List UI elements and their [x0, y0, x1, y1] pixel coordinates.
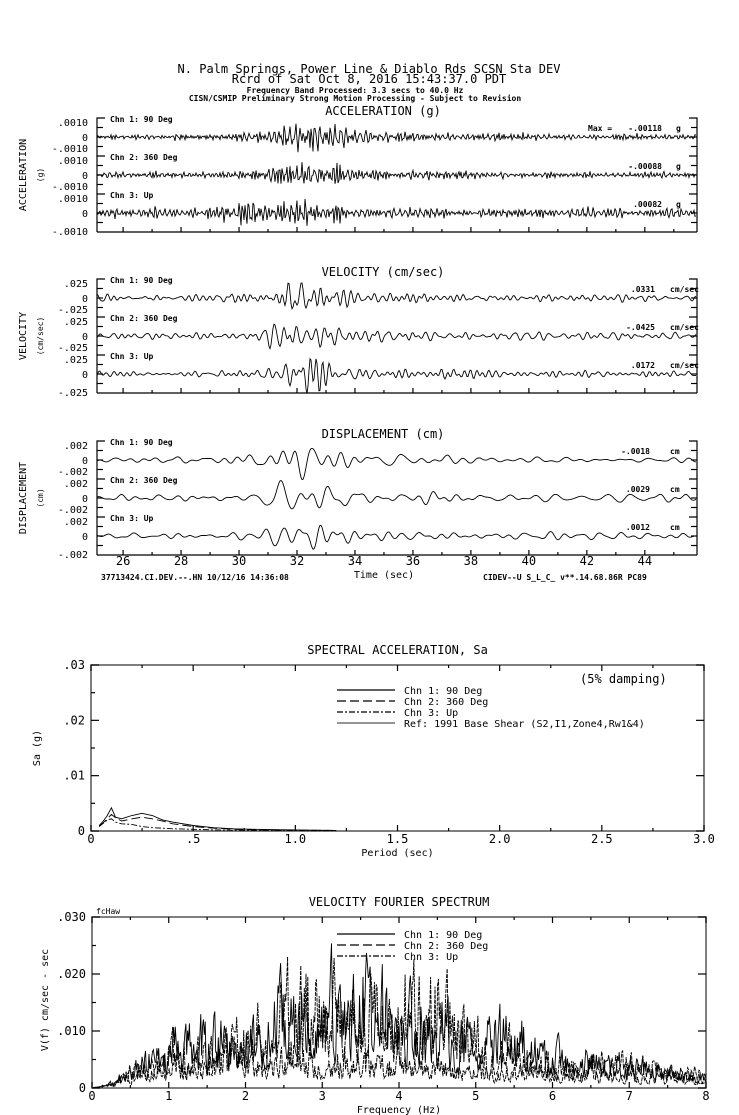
y-tick-label: 0: [81, 332, 88, 343]
y-tick-label: -.0010: [51, 227, 88, 238]
x-tick-label: 3: [318, 1089, 326, 1103]
series-line: [99, 819, 336, 831]
damping-note: (5% damping): [580, 672, 667, 686]
panel-ylabel: VELOCITY: [18, 311, 29, 361]
y-tick-label: .002: [63, 441, 88, 452]
x-tick-label: 8: [702, 1089, 710, 1103]
channel-max-value: -.00088: [628, 162, 662, 171]
max-prefix: Max =: [588, 124, 613, 133]
velocity-fourier-spectrum-plot: [40, 895, 710, 1115]
y-tick-label: .0010: [57, 156, 88, 167]
y-tick-label: .020: [57, 967, 86, 981]
panel-ylabel: DISPLACEMENT: [18, 461, 29, 535]
legend-label: Chn 2: 360 Deg: [404, 697, 489, 708]
x-tick-label: 7: [625, 1089, 633, 1103]
corner-label: fcHaw: [96, 907, 121, 916]
y-tick-label: .01: [63, 768, 85, 783]
time-history-panel-1: [18, 104, 697, 238]
channel-label: Chn 2: 360 Deg: [110, 314, 178, 323]
channel-max-value: .0331: [630, 285, 655, 294]
y-tick-label: .025: [63, 355, 88, 366]
series-line: [99, 808, 336, 831]
channel-trace-2: [58, 476, 697, 517]
x-tick-label: 3.0: [693, 832, 715, 846]
y-tick-label: 0: [81, 294, 88, 305]
time-history-panel-3: [18, 427, 697, 561]
x-tick-label: 40: [521, 554, 537, 568]
channel-label: Chn 2: 360 Deg: [110, 476, 178, 485]
channel-trace-1: [58, 276, 699, 317]
channel-label: Chn 3: Up: [110, 514, 154, 523]
y-tick-label: 0: [81, 133, 88, 144]
y-tick-label: -.002: [57, 467, 88, 478]
y-tick-label: -.025: [57, 388, 88, 399]
plot-frame: [91, 665, 704, 831]
panel-title: VELOCITY (cm/sec): [321, 265, 445, 279]
y-tick-label: .0010: [57, 194, 88, 205]
panel-title: ACCELERATION (g): [325, 104, 441, 118]
y-tick-label: 0: [81, 494, 88, 505]
waveform-line: [97, 162, 696, 184]
channel-max-unit: g: [676, 200, 681, 209]
x-tick-label: 6: [548, 1089, 557, 1103]
plot-title: SPECTRAL ACCELERATION, Sa: [307, 643, 488, 657]
legend-label: Chn 1: 90 Deg: [404, 930, 483, 941]
y-tick-label: -.0010: [51, 144, 88, 155]
channel-label: Chn 1: 90 Deg: [110, 115, 173, 124]
legend-label: Ref: 1991 Base Shear (S2,I1,Zone4,Rw1&4): [404, 719, 645, 730]
x-tick-label: 1.0: [284, 832, 307, 846]
y-tick-label: -.002: [57, 505, 88, 516]
channel-label: Chn 3: Up: [110, 352, 154, 361]
header-band: Frequency Band Processed: 3.3 secs to 40.0 Hz: [246, 86, 464, 95]
x-tick-label: 1: [165, 1089, 173, 1103]
panel-ylabel: ACCELERATION: [18, 138, 29, 212]
y-tick-label: .030: [57, 910, 86, 924]
channel-trace-3: [58, 514, 697, 561]
waveform-line: [97, 199, 696, 226]
x-tick-label: 38: [463, 554, 479, 568]
y-tick-label: 0: [77, 824, 85, 838]
y-tick-label: 0: [78, 1081, 86, 1095]
x-tick-label: 44: [637, 554, 653, 568]
x-tick-label: 32: [289, 554, 305, 568]
waveform-line: [97, 359, 696, 394]
channel-max-unit: cm: [670, 485, 680, 494]
channel-trace-2: [52, 153, 697, 194]
header-disclaimer: CISN/CSMIP Preliminary Strong Motion Processing - Subject to Revision: [188, 94, 522, 103]
x-axis-label: Frequency (Hz): [356, 1105, 442, 1115]
legend-label: Chn 3: Up: [404, 952, 459, 963]
y-tick-label: 0: [81, 532, 88, 543]
channel-max-unit: cm: [670, 523, 680, 532]
channel-label: Chn 1: 90 Deg: [110, 276, 173, 285]
waveform-line: [97, 324, 696, 348]
channel-max-unit: cm/sec: [670, 361, 699, 370]
x-tick-label: 2: [241, 1089, 250, 1103]
legend-label: Chn 1: 90 Deg: [404, 686, 483, 697]
y-tick-label: .002: [63, 517, 88, 528]
panel-yunit: (cm/sec): [36, 316, 45, 356]
panel-yunit: (cm): [36, 488, 45, 508]
y-tick-label: 0: [81, 209, 88, 220]
x-tick-label: 34: [347, 554, 363, 568]
channel-label: Chn 2: 360 Deg: [110, 153, 178, 162]
y-tick-label: 0: [81, 456, 88, 467]
channel-max-unit: cm/sec: [670, 285, 699, 294]
panel-title: DISPLACEMENT (cm): [321, 427, 445, 441]
x-tick-label: 4: [395, 1089, 403, 1103]
x-tick-label: 2.5: [590, 832, 613, 846]
series-line: [92, 943, 706, 1088]
channel-trace-1: [58, 438, 697, 480]
channel-max-value: .0172: [630, 361, 655, 370]
channel-trace-2: [58, 314, 699, 355]
plot-title: VELOCITY FOURIER SPECTRUM: [308, 895, 490, 909]
waveform-line: [97, 525, 696, 549]
waveform-line: [97, 481, 696, 509]
channel-max-value: .0012: [625, 523, 650, 532]
channel-max-value: -.0425: [626, 323, 655, 332]
channel-max-unit: g: [676, 124, 681, 133]
y-tick-label: .002: [63, 479, 88, 490]
x-tick-label: 1.5: [386, 832, 409, 846]
y-tick-label: .025: [63, 317, 88, 328]
channel-max-unit: cm: [670, 447, 680, 456]
footer-right: CIDEV--U S_L_C_ v**.14.68.86R PC89: [483, 573, 647, 582]
channel-trace-3: [58, 352, 699, 399]
y-tick-label: .03: [63, 658, 85, 672]
y-tick-label: -.0010: [51, 182, 88, 193]
y-axis-label: V(f) cm/sec - sec: [40, 948, 51, 1052]
header-record: Rcrd of Sat Oct 8, 2016 15:43:37.0 PDT: [231, 72, 507, 86]
x-tick-label: 0: [87, 832, 95, 846]
x-tick-label: 26: [115, 554, 131, 568]
y-axis-label: Sa (g): [32, 729, 43, 767]
spectral-acceleration-plot: [32, 643, 715, 859]
channel-trace-1: [52, 115, 697, 156]
y-tick-label: .010: [57, 1024, 86, 1038]
x-tick-label: 36: [405, 554, 421, 568]
x-axis-label: Period (sec): [361, 848, 434, 859]
channel-max-unit: cm/sec: [670, 323, 699, 332]
y-tick-label: -.025: [57, 305, 88, 316]
channel-max-unit: g: [676, 162, 681, 171]
y-tick-label: .02: [63, 713, 85, 728]
waveform-line: [97, 283, 696, 309]
x-tick-label: 42: [579, 554, 595, 568]
x-tick-label: 28: [173, 554, 189, 568]
channel-max-value: -.0018: [621, 447, 650, 456]
time-history-panel-2: [18, 265, 699, 399]
panel-yunit: (g): [36, 167, 45, 183]
y-tick-label: .025: [63, 279, 88, 290]
y-tick-label: 0: [81, 370, 88, 381]
y-tick-label: 0: [81, 171, 88, 182]
plot-frame: [92, 917, 706, 1088]
channel-label: Chn 1: 90 Deg: [110, 438, 173, 447]
footer-left: 37713424.CI.DEV.--.HN 10/12/16 14:36:08: [101, 573, 289, 582]
x-axis-label: Time (sec): [353, 570, 415, 581]
channel-max-value: .0029: [625, 485, 650, 494]
channel-label: Chn 3: Up: [110, 191, 154, 200]
y-tick-label: -.002: [57, 550, 88, 561]
x-tick-label: 0: [88, 1089, 96, 1103]
x-tick-label: 2.0: [488, 832, 511, 846]
channel-max-value: .00082: [633, 200, 662, 209]
x-tick-label: 30: [231, 554, 247, 568]
waveform-line: [97, 448, 696, 479]
channel-max-value: -.00118: [628, 124, 662, 133]
legend-label: Chn 2: 360 Deg: [404, 941, 489, 952]
x-tick-label: .5: [185, 832, 201, 846]
header-title: N. Palm Springs, Power Line & Diablo Rds SCSN Sta DEV: [177, 62, 561, 76]
channel-trace-3: [52, 191, 697, 238]
y-tick-label: -.025: [57, 343, 88, 354]
x-tick-label: 5: [472, 1089, 480, 1103]
y-tick-label: .0010: [57, 118, 88, 129]
legend-label: Chn 3: Up: [404, 708, 459, 719]
